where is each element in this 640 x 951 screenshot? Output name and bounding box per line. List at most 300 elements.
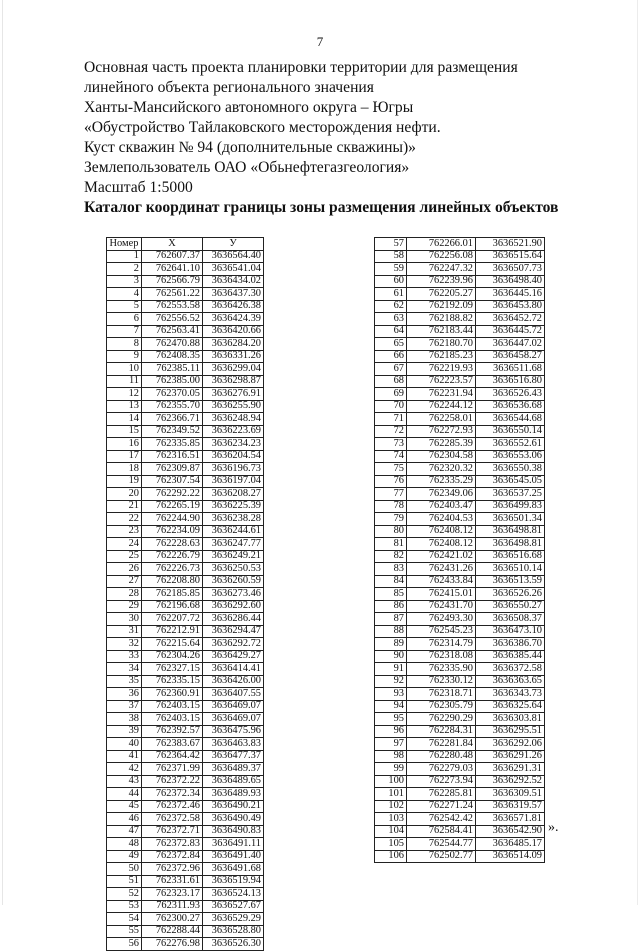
y-coordinate: 3636292.52	[476, 775, 545, 788]
x-coordinate: 762335.90	[407, 663, 476, 676]
point-number: 79	[375, 513, 407, 526]
y-coordinate: 3636536.68	[476, 400, 545, 413]
point-number: 101	[375, 788, 407, 801]
table-row	[375, 513, 545, 526]
y-coordinate: 3636475.96	[203, 725, 264, 738]
point-number: 58	[375, 250, 407, 263]
x-coordinate: 762421.02	[407, 550, 476, 563]
y-coordinate: 3636541.04	[203, 263, 264, 276]
y-coordinate: 3636223.69	[203, 425, 264, 438]
table-row	[375, 500, 545, 513]
y-coordinate: 3636434.02	[203, 275, 264, 288]
x-coordinate: 762183.44	[407, 325, 476, 338]
y-coordinate: 3636249.21	[203, 550, 264, 563]
table-row	[107, 375, 264, 388]
table-row	[375, 425, 545, 438]
table-row	[375, 550, 545, 563]
point-number: 47	[107, 825, 142, 838]
point-number: 24	[107, 538, 142, 551]
table-row	[107, 800, 264, 813]
point-number: 72	[375, 425, 407, 438]
x-coordinate: 762544.77	[407, 838, 476, 851]
y-coordinate: 3636255.90	[203, 400, 264, 413]
table-row	[107, 500, 264, 513]
x-coordinate: 762265.19	[142, 500, 203, 513]
y-coordinate: 3636292.72	[203, 638, 264, 651]
point-number: 64	[375, 325, 407, 338]
table-row	[107, 488, 264, 501]
y-coordinate: 3636553.06	[476, 450, 545, 463]
x-coordinate: 762366.71	[142, 413, 203, 426]
x-coordinate: 762545.23	[407, 625, 476, 638]
table-row	[375, 575, 545, 588]
y-coordinate: 3636485.17	[476, 838, 545, 851]
y-coordinate: 3636550.38	[476, 463, 545, 476]
y-coordinate: 3636331.26	[203, 350, 264, 363]
y-coordinate: 3636473.10	[476, 625, 545, 638]
y-coordinate: 3636550.14	[476, 425, 545, 438]
table-row	[107, 588, 264, 601]
table-row	[375, 388, 545, 401]
x-coordinate: 762208.80	[142, 575, 203, 588]
table-row	[107, 713, 264, 726]
x-coordinate: 762205.27	[407, 288, 476, 301]
x-coordinate: 762335.85	[142, 438, 203, 451]
y-coordinate: 3636537.25	[476, 488, 545, 501]
point-number: 62	[375, 300, 407, 313]
point-number: 32	[107, 638, 142, 651]
y-coordinate: 3636491.40	[203, 850, 264, 863]
y-coordinate: 3636284.20	[203, 338, 264, 351]
x-coordinate: 762276.98	[142, 938, 203, 951]
y-coordinate: 3636303.81	[476, 713, 545, 726]
point-number: 76	[375, 475, 407, 488]
x-coordinate: 762403.15	[142, 713, 203, 726]
point-number: 51	[107, 875, 142, 888]
point-number: 3	[107, 275, 142, 288]
x-coordinate: 762226.73	[142, 563, 203, 576]
x-coordinate: 762307.54	[142, 475, 203, 488]
x-coordinate: 762279.03	[407, 763, 476, 776]
y-coordinate: 3636426.38	[203, 300, 264, 313]
y-coordinate: 3636524.13	[203, 888, 264, 901]
point-number: 94	[375, 700, 407, 713]
point-number: 37	[107, 700, 142, 713]
y-coordinate: 3636544.68	[476, 413, 545, 426]
table-row	[107, 475, 264, 488]
y-coordinate: 3636309.51	[476, 788, 545, 801]
point-number: 28	[107, 588, 142, 601]
table-row	[107, 275, 264, 288]
point-number: 27	[107, 575, 142, 588]
point-number: 50	[107, 863, 142, 876]
table-row	[375, 300, 545, 313]
x-coordinate: 762266.01	[407, 238, 476, 251]
point-number: 53	[107, 900, 142, 913]
table-row	[375, 763, 545, 776]
table-row	[375, 338, 545, 351]
y-coordinate: 3636510.14	[476, 563, 545, 576]
table-body-left	[107, 250, 264, 950]
table-row	[107, 900, 264, 913]
point-number: 14	[107, 413, 142, 426]
point-number: 41	[107, 750, 142, 763]
point-number: 106	[375, 850, 407, 863]
table-row	[375, 450, 545, 463]
table-row	[107, 350, 264, 363]
point-number: 35	[107, 675, 142, 688]
y-coordinate: 3636372.58	[476, 663, 545, 676]
x-coordinate: 762285.39	[407, 438, 476, 451]
point-number: 55	[107, 925, 142, 938]
table-row	[375, 488, 545, 501]
x-coordinate: 762231.94	[407, 388, 476, 401]
x-coordinate: 762327.15	[142, 663, 203, 676]
point-number: 19	[107, 475, 142, 488]
x-coordinate: 762288.44	[142, 925, 203, 938]
x-coordinate: 762280.48	[407, 750, 476, 763]
x-coordinate: 762404.53	[407, 513, 476, 526]
point-number: 44	[107, 788, 142, 801]
x-coordinate: 762385.00	[142, 375, 203, 388]
point-number: 48	[107, 838, 142, 851]
y-coordinate: 3636489.37	[203, 763, 264, 776]
y-coordinate: 3636526.26	[476, 588, 545, 601]
header-line: линейного объекта регионального значения	[84, 79, 374, 96]
point-number: 4	[107, 288, 142, 301]
table-row	[375, 825, 545, 838]
point-number: 59	[375, 263, 407, 276]
x-coordinate: 762372.84	[142, 850, 203, 863]
y-coordinate: 3636498.81	[476, 538, 545, 551]
x-coordinate: 762385.11	[142, 363, 203, 376]
point-number: 12	[107, 388, 142, 401]
y-coordinate: 3636292.60	[203, 600, 264, 613]
table-row	[375, 788, 545, 801]
table-row	[375, 263, 545, 276]
x-coordinate: 762185.85	[142, 588, 203, 601]
table-row	[107, 538, 264, 551]
point-number: 34	[107, 663, 142, 676]
header-line: Масштаб 1:5000	[84, 179, 193, 196]
point-number: 11	[107, 375, 142, 388]
table-row	[107, 463, 264, 476]
x-coordinate: 762292.22	[142, 488, 203, 501]
table-row	[375, 475, 545, 488]
x-coordinate: 762304.26	[142, 650, 203, 663]
y-coordinate: 3636250.53	[203, 563, 264, 576]
y-coordinate: 3636445.72	[476, 325, 545, 338]
x-coordinate: 762372.96	[142, 863, 203, 876]
x-coordinate: 762542.42	[407, 813, 476, 826]
y-coordinate: 3636447.02	[476, 338, 545, 351]
table-row	[375, 663, 545, 676]
point-number: 49	[107, 850, 142, 863]
point-number: 23	[107, 525, 142, 538]
point-number: 20	[107, 488, 142, 501]
x-coordinate: 762383.67	[142, 738, 203, 751]
x-coordinate: 762180.70	[407, 338, 476, 351]
x-coordinate: 762256.08	[407, 250, 476, 263]
table-row	[107, 888, 264, 901]
x-coordinate: 762226.79	[142, 550, 203, 563]
x-coordinate: 762305.79	[407, 700, 476, 713]
y-coordinate: 3636513.59	[476, 575, 545, 588]
point-number: 78	[375, 500, 407, 513]
table-row	[375, 838, 545, 851]
point-number: 73	[375, 438, 407, 451]
table-row	[375, 588, 545, 601]
table-row	[375, 613, 545, 626]
point-number: 22	[107, 513, 142, 526]
table-row	[375, 400, 545, 413]
table-row	[375, 725, 545, 738]
table-row	[375, 800, 545, 813]
point-number: 105	[375, 838, 407, 851]
y-coordinate: 3636343.73	[476, 688, 545, 701]
x-coordinate: 762372.46	[142, 800, 203, 813]
x-coordinate: 762244.12	[407, 400, 476, 413]
point-number: 25	[107, 550, 142, 563]
point-number: 67	[375, 363, 407, 376]
y-coordinate: 3636507.73	[476, 263, 545, 276]
y-coordinate: 3636319.57	[476, 800, 545, 813]
x-coordinate: 762228.63	[142, 538, 203, 551]
point-number: 36	[107, 688, 142, 701]
point-number: 8	[107, 338, 142, 351]
point-number: 70	[375, 400, 407, 413]
y-coordinate: 3636291.26	[476, 750, 545, 763]
point-number: 85	[375, 588, 407, 601]
x-coordinate: 762349.06	[407, 488, 476, 501]
table-row	[107, 513, 264, 526]
table-row	[107, 775, 264, 788]
point-number: 52	[107, 888, 142, 901]
header-line: Основная часть проекта планировки территории для размещения	[84, 59, 518, 76]
point-number: 103	[375, 813, 407, 826]
x-coordinate: 762431.26	[407, 563, 476, 576]
y-coordinate: 3636571.81	[476, 813, 545, 826]
table-row	[375, 525, 545, 538]
table-row	[107, 913, 264, 926]
table-row	[107, 450, 264, 463]
table-row	[107, 400, 264, 413]
point-number: 7	[107, 325, 142, 338]
table-row	[107, 388, 264, 401]
y-coordinate: 3636294.47	[203, 625, 264, 638]
catalog-title: Каталог координат границы зоны размещения линейных объектов	[84, 199, 559, 216]
x-coordinate: 762553.58	[142, 300, 203, 313]
point-number: 83	[375, 563, 407, 576]
x-coordinate: 762372.71	[142, 825, 203, 838]
point-number: 39	[107, 725, 142, 738]
table-row	[107, 650, 264, 663]
table-row	[375, 238, 545, 251]
x-coordinate: 762355.70	[142, 400, 203, 413]
point-number: 30	[107, 613, 142, 626]
table-row	[107, 663, 264, 676]
x-coordinate: 762304.58	[407, 450, 476, 463]
x-coordinate: 762300.27	[142, 913, 203, 926]
table-row	[107, 438, 264, 451]
y-coordinate: 3636248.94	[203, 413, 264, 426]
table-row	[375, 463, 545, 476]
x-coordinate: 762318.08	[407, 650, 476, 663]
x-coordinate: 762320.32	[407, 463, 476, 476]
x-coordinate: 762408.12	[407, 538, 476, 551]
y-coordinate: 3636291.31	[476, 763, 545, 776]
y-coordinate: 3636552.61	[476, 438, 545, 451]
x-coordinate: 762607.37	[142, 250, 203, 263]
point-number: 29	[107, 600, 142, 613]
x-coordinate: 762372.83	[142, 838, 203, 851]
y-coordinate: 3636197.04	[203, 475, 264, 488]
y-coordinate: 3636498.40	[476, 275, 545, 288]
y-coordinate: 3636414.41	[203, 663, 264, 676]
y-coordinate: 3636325.64	[476, 700, 545, 713]
y-coordinate: 3636208.27	[203, 488, 264, 501]
y-coordinate: 3636529.29	[203, 913, 264, 926]
table-row	[375, 700, 545, 713]
table-body-right	[375, 238, 545, 863]
table-row	[107, 575, 264, 588]
y-coordinate: 3636458.27	[476, 350, 545, 363]
y-coordinate: 3636528.80	[203, 925, 264, 938]
y-coordinate: 3636527.67	[203, 900, 264, 913]
y-coordinate: 3636429.27	[203, 650, 264, 663]
x-coordinate: 762403.15	[142, 700, 203, 713]
y-coordinate: 3636196.73	[203, 463, 264, 476]
table-row	[107, 875, 264, 888]
x-coordinate: 762192.09	[407, 300, 476, 313]
y-coordinate: 3636234.23	[203, 438, 264, 451]
point-number: 60	[375, 275, 407, 288]
table-row	[107, 850, 264, 863]
x-coordinate: 762392.57	[142, 725, 203, 738]
point-number: 18	[107, 463, 142, 476]
document-header	[84, 58, 604, 218]
point-number: 43	[107, 775, 142, 788]
x-coordinate: 762215.64	[142, 638, 203, 651]
x-coordinate: 762563.41	[142, 325, 203, 338]
coordinates-table-right	[374, 237, 545, 863]
x-coordinate: 762185.23	[407, 350, 476, 363]
point-number: 98	[375, 750, 407, 763]
y-coordinate: 3636490.83	[203, 825, 264, 838]
coordinates-table-left	[106, 237, 264, 951]
table-header-row	[107, 238, 264, 251]
point-number: 2	[107, 263, 142, 276]
table-row	[375, 325, 545, 338]
y-coordinate: 3636508.37	[476, 613, 545, 626]
y-coordinate: 3636501.34	[476, 513, 545, 526]
y-coordinate: 3636420.66	[203, 325, 264, 338]
point-number: 54	[107, 913, 142, 926]
header-line: Ханты-Мансийского автономного округа – Югры	[84, 99, 414, 116]
point-number: 81	[375, 538, 407, 551]
point-number: 66	[375, 350, 407, 363]
y-coordinate: 3636445.16	[476, 288, 545, 301]
table-row	[107, 363, 264, 376]
x-coordinate: 762431.70	[407, 600, 476, 613]
y-coordinate: 3636489.65	[203, 775, 264, 788]
y-coordinate: 3636424.39	[203, 313, 264, 326]
point-number: 10	[107, 363, 142, 376]
table-row	[107, 750, 264, 763]
x-coordinate: 762223.57	[407, 375, 476, 388]
x-coordinate: 762239.96	[407, 275, 476, 288]
y-coordinate: 3636489.93	[203, 788, 264, 801]
point-number: 90	[375, 650, 407, 663]
table-row	[375, 350, 545, 363]
y-coordinate: 3636498.81	[476, 525, 545, 538]
x-coordinate: 762371.99	[142, 763, 203, 776]
x-coordinate: 762272.93	[407, 425, 476, 438]
table-row	[375, 688, 545, 701]
table-row	[107, 625, 264, 638]
table-row	[375, 275, 545, 288]
x-coordinate: 762318.71	[407, 688, 476, 701]
point-number: 33	[107, 650, 142, 663]
y-coordinate: 3636276.91	[203, 388, 264, 401]
table-row	[375, 438, 545, 451]
x-coordinate: 762234.09	[142, 525, 203, 538]
table-row	[107, 288, 264, 301]
point-number: 69	[375, 388, 407, 401]
table-row	[107, 700, 264, 713]
x-coordinate: 762360.91	[142, 688, 203, 701]
point-number: 92	[375, 675, 407, 688]
x-coordinate: 762403.47	[407, 500, 476, 513]
y-coordinate: 3636295.51	[476, 725, 545, 738]
y-coordinate: 3636286.44	[203, 613, 264, 626]
point-number: 45	[107, 800, 142, 813]
y-coordinate: 3636238.28	[203, 513, 264, 526]
x-coordinate: 762247.32	[407, 263, 476, 276]
point-number: 65	[375, 338, 407, 351]
table-row	[107, 938, 264, 951]
point-number: 80	[375, 525, 407, 538]
point-number: 17	[107, 450, 142, 463]
table-row	[107, 763, 264, 776]
table-row	[107, 313, 264, 326]
y-coordinate: 3636385.44	[476, 650, 545, 663]
closing-quote-mark: ».	[548, 820, 559, 835]
table-row	[107, 338, 264, 351]
x-coordinate: 762331.61	[142, 875, 203, 888]
header-line: «Обустройство Тайлаковского месторождения нефти.	[84, 119, 441, 136]
y-coordinate: 3636526.30	[203, 938, 264, 951]
point-number: 1	[107, 250, 142, 263]
table-row	[107, 725, 264, 738]
x-coordinate: 762335.15	[142, 675, 203, 688]
y-coordinate: 3636545.05	[476, 475, 545, 488]
y-coordinate: 3636499.83	[476, 500, 545, 513]
y-coordinate: 3636453.80	[476, 300, 545, 313]
y-coordinate: 3636521.90	[476, 238, 545, 251]
x-coordinate: 762556.52	[142, 313, 203, 326]
y-coordinate: 3636452.72	[476, 313, 545, 326]
x-coordinate: 762244.90	[142, 513, 203, 526]
table-row	[375, 538, 545, 551]
table-row	[107, 425, 264, 438]
y-coordinate: 3636469.07	[203, 713, 264, 726]
point-number: 87	[375, 613, 407, 626]
y-coordinate: 3636273.46	[203, 588, 264, 601]
point-number: 86	[375, 600, 407, 613]
point-number: 46	[107, 813, 142, 826]
x-coordinate: 762311.93	[142, 900, 203, 913]
